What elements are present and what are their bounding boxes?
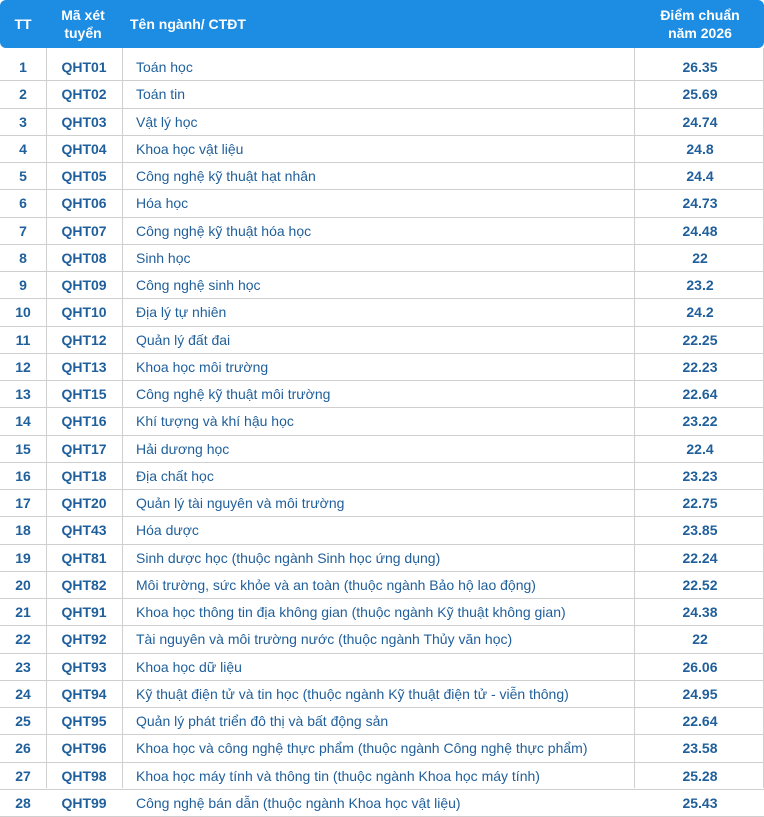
- row-admission-code: QHT99: [61, 794, 107, 811]
- table-row: [0, 218, 764, 245]
- row-admission-code: QHT20: [61, 495, 107, 511]
- row-program-name: Khoa học và công nghệ thực phẩm (thuộc ngành Công nghệ thực phẩm): [136, 740, 588, 757]
- row-admission-code: QHT04: [61, 140, 107, 157]
- row-admission-code: QHT15: [61, 386, 107, 402]
- row-cutoff-score: 25.28: [682, 767, 718, 784]
- header-code: [46, 0, 120, 48]
- row-index: 12: [15, 358, 31, 375]
- row-cutoff-score: 24.73: [682, 195, 718, 212]
- table-row: [0, 408, 764, 435]
- row-program-name: Môi trường, sức khỏe và an toàn (thuộc ngành Bảo hộ lao động): [136, 576, 536, 593]
- row-index: 4: [19, 140, 27, 157]
- table-row: [0, 490, 764, 517]
- row-cutoff-score: 24.95: [682, 685, 718, 702]
- table-row: [0, 109, 764, 136]
- header-code-line2: tuyển: [64, 25, 102, 41]
- row-cutoff-score: 23.23: [682, 467, 718, 484]
- row-cutoff-score: 24.4: [686, 168, 714, 184]
- row-program-name: Khoa học thông tin địa không gian (thuộc ngành Kỹ thuật không gian): [136, 604, 566, 620]
- row-cutoff-score: 22.52: [682, 576, 718, 593]
- row-admission-code: QHT09: [61, 277, 107, 293]
- row-program-name: Toán học: [136, 59, 193, 75]
- row-admission-code: QHT93: [61, 658, 107, 675]
- table-row: [0, 654, 764, 681]
- row-index: 11: [15, 331, 31, 348]
- row-cutoff-score: 22.64: [682, 386, 718, 402]
- row-program-name: Khoa học môi trường: [136, 358, 269, 375]
- row-cutoff-score: 22.23: [682, 358, 718, 375]
- row-cutoff-score: 23.85: [682, 522, 718, 539]
- table-row: [0, 463, 764, 490]
- row-index: 25: [15, 713, 31, 729]
- row-program-name: Địa chất học: [136, 467, 214, 484]
- row-cutoff-score: 22: [692, 249, 708, 266]
- row-admission-code: QHT12: [61, 331, 107, 348]
- row-cutoff-score: 22.4: [686, 440, 714, 457]
- header-code-line1: Mã xét: [61, 7, 105, 23]
- row-admission-code: QHT02: [61, 86, 107, 103]
- row-program-name: Khoa học dữ liệu: [136, 658, 242, 675]
- row-index: 5: [19, 168, 27, 184]
- row-cutoff-score: 23.22: [682, 413, 718, 430]
- row-admission-code: QHT13: [61, 358, 107, 375]
- row-program-name: Khoa học vật liệu: [136, 140, 244, 157]
- row-cutoff-score: 23.58: [682, 740, 718, 757]
- row-cutoff-score: 23.2: [686, 277, 714, 293]
- row-index: 27: [15, 767, 31, 784]
- row-program-name: Khí tượng và khí hậu học: [136, 413, 294, 430]
- table-body: [0, 54, 764, 817]
- row-cutoff-score: 24.2: [686, 304, 714, 321]
- row-admission-code: QHT16: [61, 413, 107, 430]
- table-row: [0, 190, 764, 217]
- row-program-name: Tài nguyên và môi trường nước (thuộc ngành Thủy văn học): [136, 631, 513, 648]
- row-program-name: Công nghệ bán dẫn (thuộc ngành Khoa học vật liệu): [136, 794, 461, 811]
- row-cutoff-score: 25.43: [682, 794, 718, 811]
- row-admission-code: QHT03: [61, 113, 107, 130]
- table-row: [0, 299, 764, 326]
- row-index: 10: [15, 304, 31, 321]
- row-index: 14: [15, 413, 31, 430]
- row-index: 22: [15, 631, 31, 648]
- header-score: [636, 0, 764, 48]
- row-admission-code: QHT17: [61, 440, 107, 457]
- row-cutoff-score: 24.48: [682, 222, 718, 239]
- row-program-name: Hóa dược: [136, 522, 199, 539]
- row-admission-code: QHT07: [61, 222, 107, 239]
- table-row: [0, 545, 764, 572]
- row-program-name: Quản lý phát triển đô thị và bất động sản: [136, 713, 389, 729]
- row-cutoff-score: 25.69: [682, 86, 718, 103]
- table-row: [0, 327, 764, 354]
- row-cutoff-score: 26.06: [682, 658, 718, 675]
- row-index: 6: [19, 195, 27, 212]
- row-admission-code: QHT81: [61, 549, 107, 566]
- table-row: [0, 626, 764, 653]
- row-index: 3: [19, 113, 27, 130]
- row-program-name: Công nghệ sinh học: [136, 277, 261, 293]
- row-cutoff-score: 22.24: [682, 549, 718, 566]
- table-row: [0, 735, 764, 762]
- table-header: [0, 0, 764, 48]
- table-row: [0, 572, 764, 599]
- row-admission-code: QHT43: [61, 522, 107, 539]
- row-cutoff-score: 22.75: [682, 495, 718, 511]
- row-program-name: Địa lý tự nhiên: [136, 304, 227, 321]
- table-row: [0, 517, 764, 544]
- row-index: 15: [15, 440, 31, 457]
- row-admission-code: QHT94: [61, 685, 107, 702]
- row-index: 9: [19, 277, 27, 293]
- row-index: 8: [19, 249, 27, 266]
- table-row: [0, 245, 764, 272]
- row-index: 13: [15, 386, 31, 402]
- row-index: 28: [15, 794, 31, 811]
- table-row: [0, 381, 764, 408]
- row-cutoff-score: 22.25: [682, 331, 718, 348]
- table-row: [0, 136, 764, 163]
- row-admission-code: QHT08: [61, 249, 107, 266]
- row-program-name: Khoa học máy tính và thông tin (thuộc ngành Khoa học máy tính): [136, 767, 540, 784]
- row-index: 21: [15, 604, 31, 620]
- row-admission-code: QHT18: [61, 467, 107, 484]
- row-admission-code: QHT96: [61, 740, 107, 757]
- row-program-name: Vật lý học: [136, 113, 198, 130]
- row-program-name: Công nghệ kỹ thuật hóa học: [136, 222, 312, 239]
- row-admission-code: QHT01: [61, 59, 107, 75]
- row-index: 26: [15, 740, 31, 757]
- row-cutoff-score: 24.8: [686, 140, 714, 157]
- table-row: [0, 163, 764, 190]
- row-index: 18: [15, 522, 31, 539]
- table-row: [0, 272, 764, 299]
- header-score-line1: Điểm chuẩn: [660, 7, 740, 23]
- table-row: [0, 763, 764, 790]
- row-admission-code: QHT92: [61, 631, 107, 648]
- row-admission-code: QHT05: [61, 168, 107, 184]
- row-admission-code: QHT91: [61, 604, 107, 620]
- row-program-name: Hóa học: [136, 195, 189, 212]
- row-program-name: Quản lý đất đai: [136, 331, 231, 348]
- row-index: 2: [19, 86, 27, 103]
- row-index: 16: [15, 467, 31, 484]
- row-admission-code: QHT06: [61, 195, 107, 212]
- row-index: 17: [15, 495, 31, 511]
- row-program-name: Kỹ thuật điện tử và tin học (thuộc ngành Kỹ thuật điện tử - viễn thông): [136, 685, 569, 702]
- row-index: 20: [15, 576, 31, 593]
- table-row: [0, 708, 764, 735]
- row-program-name: Công nghệ kỹ thuật môi trường: [136, 386, 331, 402]
- table-row: [0, 790, 764, 817]
- row-cutoff-score: 24.38: [682, 604, 718, 620]
- row-program-name: Sinh học: [136, 249, 191, 266]
- row-program-name: Sinh dược học (thuộc ngành Sinh học ứng dụng): [136, 549, 441, 566]
- row-admission-code: QHT10: [61, 304, 107, 321]
- row-program-name: Hải dương học: [136, 440, 230, 457]
- row-cutoff-score: 22: [692, 631, 708, 648]
- table-row: [0, 354, 764, 381]
- row-program-name: Toán tin: [136, 86, 186, 103]
- row-admission-code: QHT95: [61, 713, 107, 729]
- row-index: 1: [19, 59, 27, 75]
- table-row: [0, 599, 764, 626]
- header-score-line2: năm 2026: [668, 25, 732, 41]
- row-index: 7: [19, 222, 27, 239]
- table-row: [0, 436, 764, 463]
- row-admission-code: QHT98: [61, 767, 107, 784]
- row-index: 23: [15, 658, 31, 675]
- row-program-name: Quản lý tài nguyên và môi trường: [136, 495, 345, 511]
- row-cutoff-score: 24.74: [682, 113, 718, 130]
- row-admission-code: QHT82: [61, 576, 107, 593]
- row-program-name: Công nghệ kỹ thuật hạt nhân: [136, 168, 316, 184]
- row-index: 24: [15, 685, 31, 702]
- table-row: [0, 681, 764, 708]
- header-name: Tên ngành/ CTĐT: [130, 16, 246, 32]
- row-cutoff-score: 26.35: [682, 59, 718, 75]
- header-tt: TT: [14, 16, 32, 32]
- table-row: [0, 54, 764, 81]
- table-row: [0, 81, 764, 108]
- row-cutoff-score: 22.64: [682, 713, 718, 729]
- row-index: 19: [15, 549, 31, 566]
